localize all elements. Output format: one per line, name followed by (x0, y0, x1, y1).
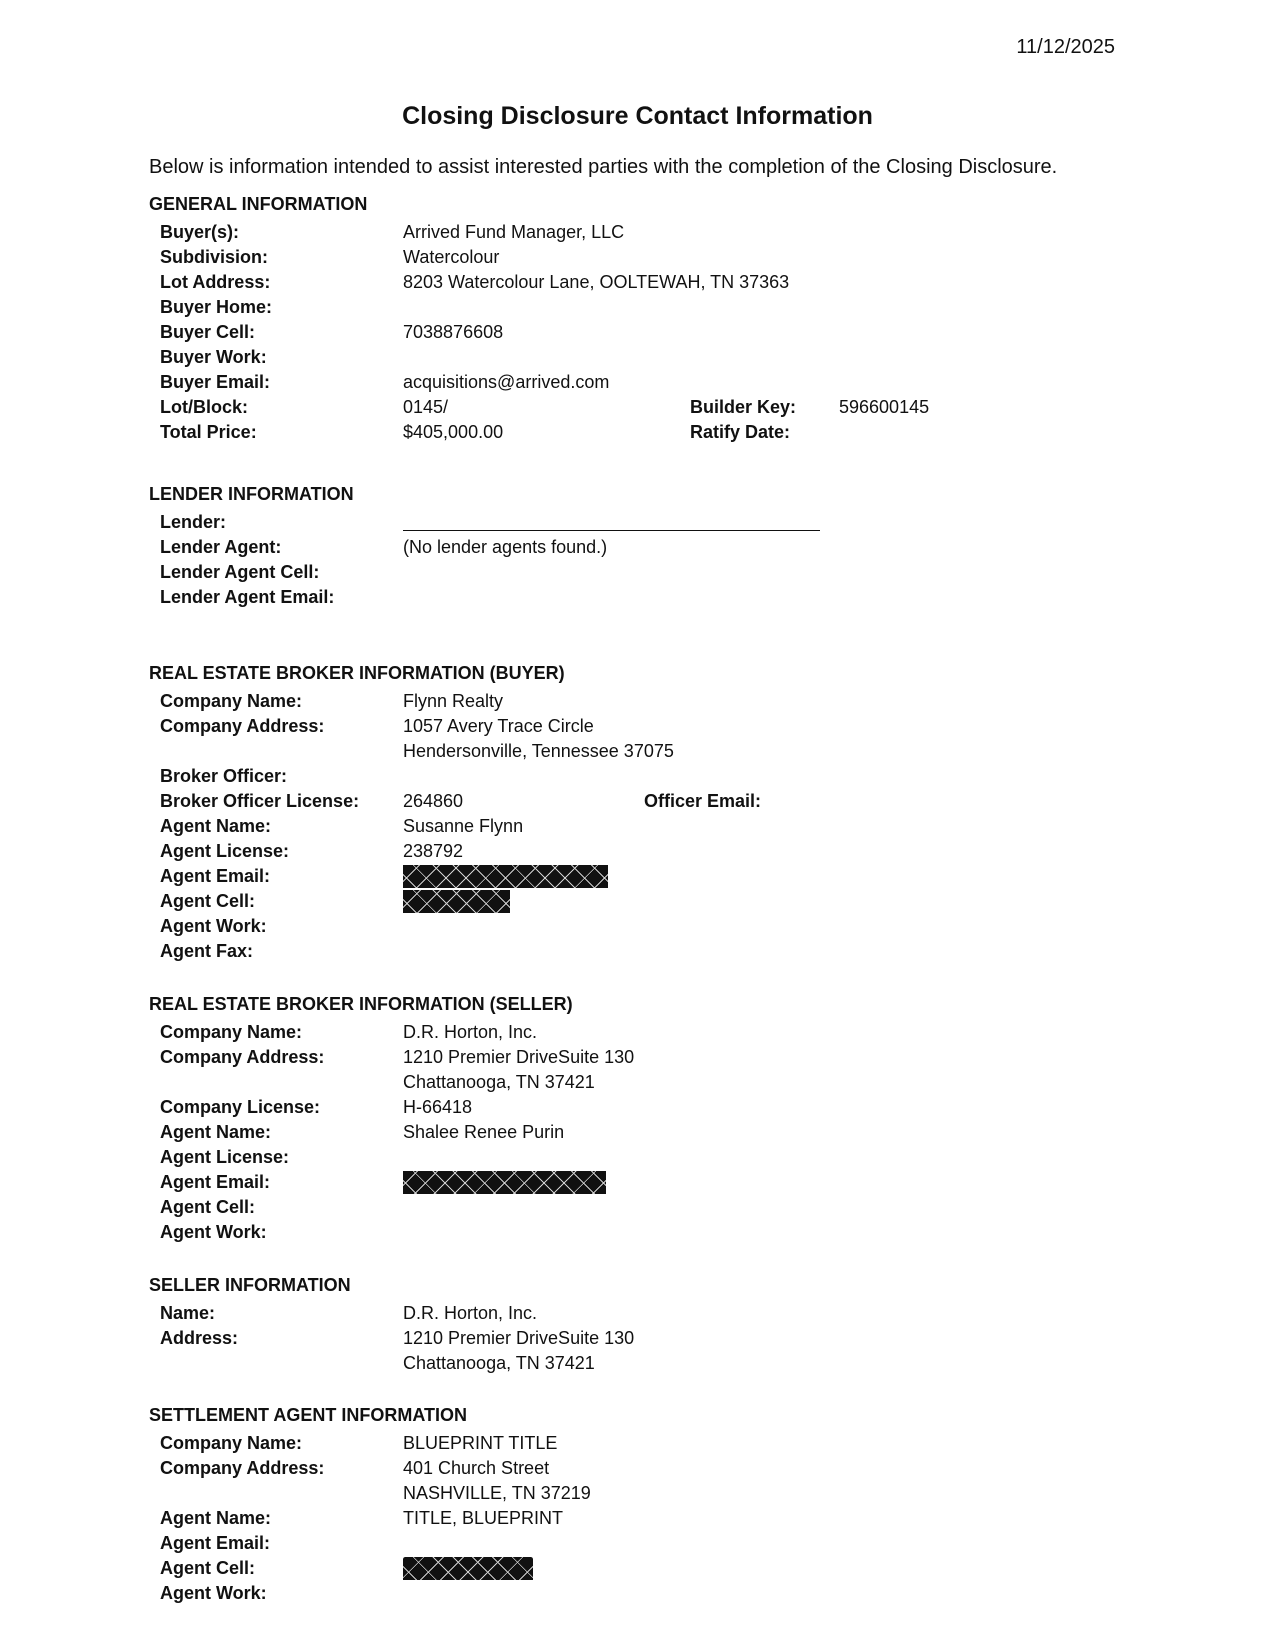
sb-company-address-line1: 1210 Premier DriveSuite 130 (403, 1047, 635, 1067)
subdivision-label: Subdivision: (160, 247, 268, 267)
seller-heading: SELLER INFORMATION (149, 1275, 351, 1295)
lender-heading: LENDER INFORMATION (149, 484, 354, 504)
sb-agent-email-redaction (403, 1171, 606, 1194)
buyer-cell-label: Buyer Cell: (160, 322, 256, 342)
bb-agent-email-redaction (403, 865, 608, 888)
bb-company-name-label: Company Name: (160, 691, 303, 711)
lot-address-value: 8203 Watercolour Lane, OOLTEWAH, TN 37363 (403, 272, 790, 292)
sa-company-name-value: BLUEPRINT TITLE (403, 1433, 558, 1453)
seller-address-line2: Chattanooga, TN 37421 (403, 1353, 595, 1373)
sb-company-address-line2: Chattanooga, TN 37421 (403, 1072, 595, 1092)
sa-agent-work-label: Agent Work: (160, 1583, 267, 1603)
lot-address-label: Lot Address: (160, 272, 271, 292)
bb-broker-officer-label: Broker Officer: (160, 766, 288, 786)
sb-agent-work-label: Agent Work: (160, 1222, 267, 1242)
lender-blank-line (403, 530, 820, 531)
lender-agent-value: (No lender agents found.) (403, 537, 608, 557)
lot-block-value: 0145/ (403, 397, 449, 417)
buyer-label: Buyer(s): (160, 222, 240, 242)
bb-agent-email-label: Agent Email: (160, 866, 271, 886)
buyer-cell-value: 7038876608 (403, 322, 504, 342)
bb-agent-name-value: Susanne Flynn (403, 816, 524, 836)
bb-broker-officer-license-value: 264860 (403, 791, 464, 811)
bb-agent-work-label: Agent Work: (160, 916, 267, 936)
bb-officer-email-label: Officer Email: (644, 791, 762, 811)
sb-agent-name-label: Agent Name: (160, 1122, 272, 1142)
sa-agent-cell-redaction (403, 1557, 533, 1580)
sa-company-address-line2: NASHVILLE, TN 37219 (403, 1483, 591, 1503)
intro-text: Below is information intended to assist interested parties with the completion of the Closing Disclosure. (149, 156, 1058, 178)
bb-company-name-value: Flynn Realty (403, 691, 504, 711)
builder-key-label: Builder Key: (690, 397, 797, 417)
sa-agent-name-value: TITLE, BLUEPRINT (403, 1508, 564, 1528)
bb-agent-name-label: Agent Name: (160, 816, 272, 836)
bb-company-address-label: Company Address: (160, 716, 325, 736)
sb-company-license-value: H-66418 (403, 1097, 473, 1117)
page-title: Closing Disclosure Contact Information (402, 102, 873, 130)
seller-address-line1: 1210 Premier DriveSuite 130 (403, 1328, 635, 1348)
sb-agent-license-label: Agent License: (160, 1147, 290, 1167)
sa-agent-name-label: Agent Name: (160, 1508, 272, 1528)
sb-company-license-label: Company License: (160, 1097, 321, 1117)
seller-address-label: Address: (160, 1328, 239, 1348)
bb-agent-fax-label: Agent Fax: (160, 941, 254, 961)
bb-agent-license-value: 238792 (403, 841, 464, 861)
sa-company-address-line1: 401 Church Street (403, 1458, 550, 1478)
bb-agent-license-label: Agent License: (160, 841, 290, 861)
lot-block-label: Lot/Block: (160, 397, 248, 417)
bb-broker-officer-license-label: Broker Officer License: (160, 791, 360, 811)
lender-label: Lender: (160, 512, 227, 532)
total-price-value: $405,000.00 (403, 422, 504, 442)
buyer-email-value: acquisitions@arrived.com (403, 372, 610, 392)
bb-agent-cell-label: Agent Cell: (160, 891, 256, 911)
bb-agent-cell-redaction (403, 890, 510, 913)
lender-agent-cell-label: Lender Agent Cell: (160, 562, 320, 582)
subdivision-value: Watercolour (403, 247, 500, 267)
document-date: 11/12/2025 (1016, 36, 1115, 58)
settlement-heading: SETTLEMENT AGENT INFORMATION (149, 1405, 467, 1425)
sb-agent-email-label: Agent Email: (160, 1172, 271, 1192)
lender-agent-label: Lender Agent: (160, 537, 282, 557)
sb-agent-cell-label: Agent Cell: (160, 1197, 256, 1217)
buyer-home-label: Buyer Home: (160, 297, 273, 317)
total-price-label: Total Price: (160, 422, 257, 442)
sa-agent-cell-label: Agent Cell: (160, 1558, 256, 1578)
builder-key-value: 596600145 (839, 397, 930, 417)
seller-broker-heading: REAL ESTATE BROKER INFORMATION (SELLER) (149, 994, 573, 1014)
sa-company-name-label: Company Name: (160, 1433, 303, 1453)
general-heading: GENERAL INFORMATION (149, 194, 368, 214)
bb-company-address-line2: Hendersonville, Tennessee 37075 (403, 741, 674, 761)
ratify-date-label: Ratify Date: (690, 422, 791, 442)
sb-company-name-label: Company Name: (160, 1022, 303, 1042)
seller-name-value: D.R. Horton, Inc. (403, 1303, 538, 1323)
sb-company-address-label: Company Address: (160, 1047, 325, 1067)
buyer-broker-heading: REAL ESTATE BROKER INFORMATION (BUYER) (149, 663, 565, 683)
seller-name-label: Name: (160, 1303, 216, 1323)
sa-agent-email-label: Agent Email: (160, 1533, 271, 1553)
sb-agent-name-value: Shalee Renee Purin (403, 1122, 565, 1142)
bb-company-address-line1: 1057 Avery Trace Circle (403, 716, 594, 736)
buyer-email-label: Buyer Email: (160, 372, 271, 392)
buyer-value: Arrived Fund Manager, LLC (403, 222, 625, 242)
buyer-work-label: Buyer Work: (160, 347, 267, 367)
sb-company-name-value: D.R. Horton, Inc. (403, 1022, 538, 1042)
sa-company-address-label: Company Address: (160, 1458, 325, 1478)
lender-agent-email-label: Lender Agent Email: (160, 587, 335, 607)
